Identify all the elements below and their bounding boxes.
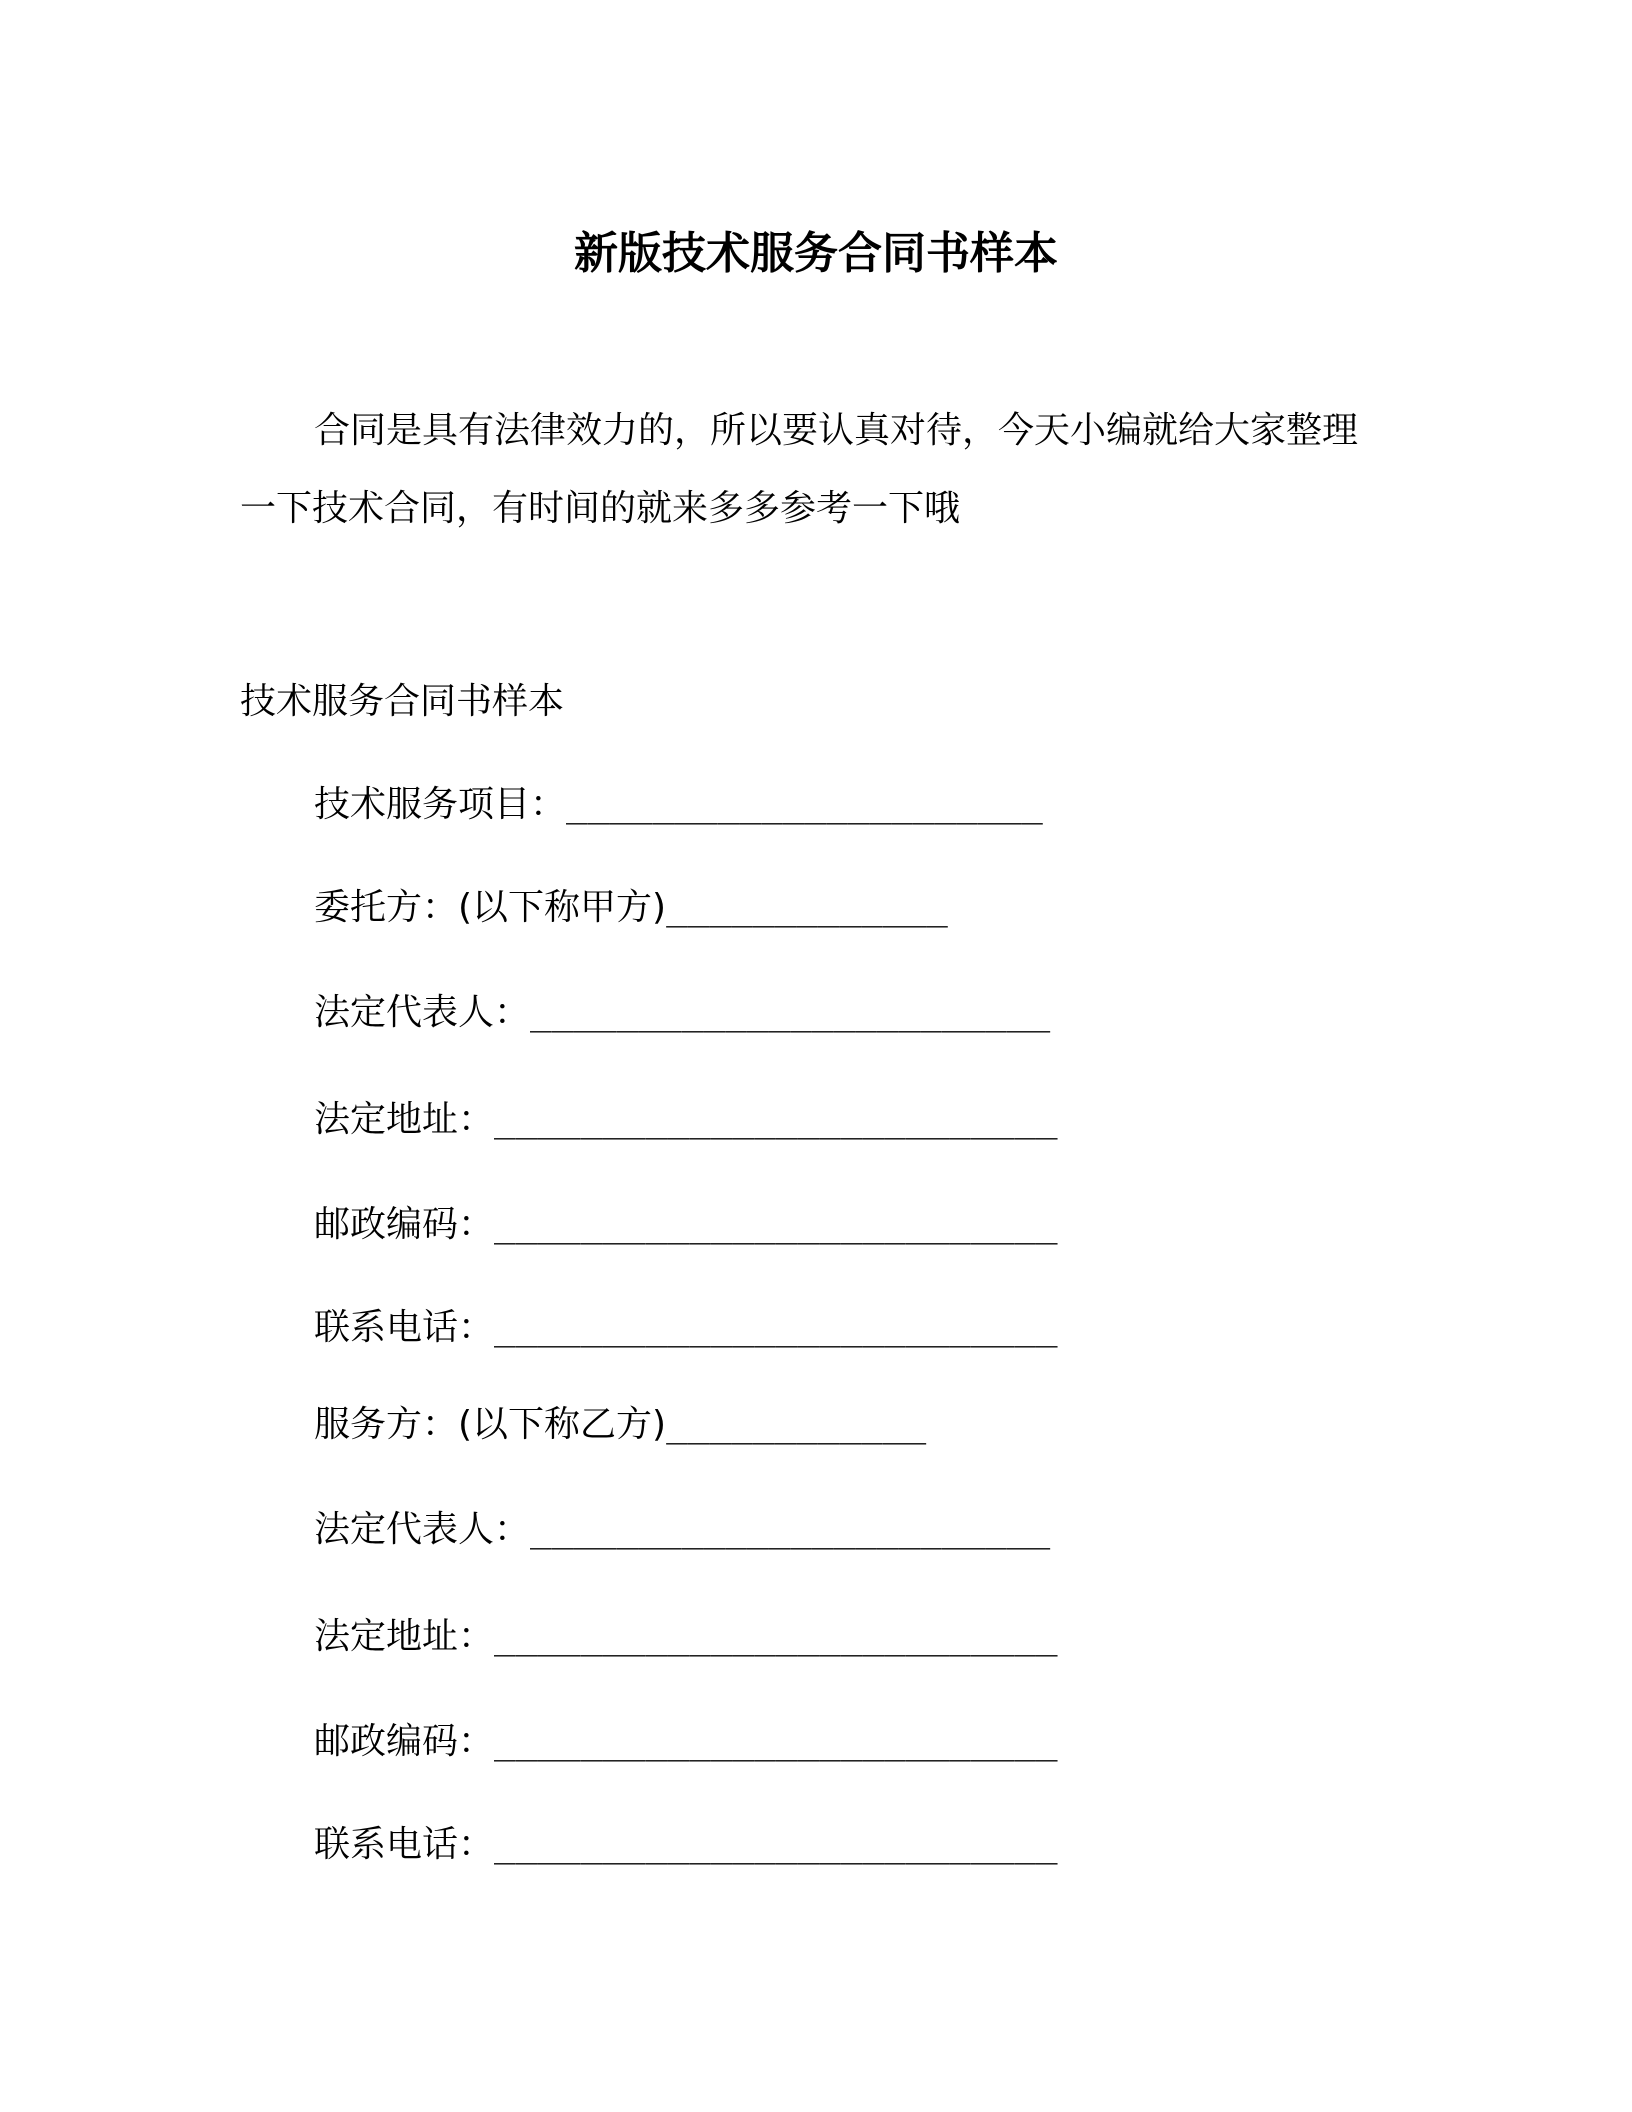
field-blank-line: ________________________ bbox=[530, 1509, 1051, 1550]
field-label: 法定代表人： bbox=[314, 1509, 531, 1550]
field-client-party bbox=[314, 878, 948, 938]
field-blank-line: __________________________ bbox=[494, 1204, 1058, 1245]
field-postal-code-a bbox=[314, 1195, 1058, 1255]
field-blank-line: __________________________ bbox=[494, 1824, 1058, 1865]
field-label: 联系电话： bbox=[314, 1824, 495, 1865]
field-blank-line: __________________________ bbox=[494, 1307, 1058, 1348]
field-blank-line: ______________________ bbox=[566, 784, 1043, 825]
field-blank-line: _____________ bbox=[666, 887, 948, 928]
field-label: 服务方：(以下称乙方) bbox=[314, 1404, 667, 1445]
field-blank-line: ________________________ bbox=[530, 992, 1051, 1033]
field-service-project bbox=[314, 775, 1043, 835]
field-label: 邮政编码： bbox=[314, 1721, 495, 1762]
field-label: 联系电话： bbox=[314, 1307, 495, 1348]
intro-paragraph: 合同是具有法律效力的，所以要认真对待，今天小编就给大家整理一下技术合同，有时间的就来多多参考一下哦 bbox=[240, 410, 1359, 529]
field-label: 技术服务项目： bbox=[314, 784, 567, 825]
field-legal-address-b bbox=[314, 1607, 1058, 1667]
field-phone-a bbox=[314, 1298, 1058, 1358]
field-blank-line: __________________________ bbox=[494, 1099, 1058, 1140]
field-legal-rep-b bbox=[314, 1500, 1050, 1560]
field-legal-address-a bbox=[314, 1090, 1058, 1150]
document-title: 新版技术服务合同书样本 bbox=[574, 228, 1058, 279]
field-blank-line: __________________________ bbox=[494, 1721, 1058, 1762]
field-label: 委托方：(以下称甲方) bbox=[314, 887, 667, 928]
field-label: 法定地址： bbox=[314, 1616, 495, 1657]
field-label: 法定地址： bbox=[314, 1099, 495, 1140]
field-service-party bbox=[314, 1395, 926, 1455]
field-postal-code-b bbox=[314, 1712, 1058, 1772]
field-blank-line: __________________________ bbox=[494, 1616, 1058, 1657]
section-heading: 技术服务合同书样本 bbox=[240, 681, 565, 722]
field-label: 邮政编码： bbox=[314, 1204, 495, 1245]
field-legal-rep-a bbox=[314, 983, 1050, 1043]
field-blank-line: ____________ bbox=[666, 1404, 927, 1445]
field-label: 法定代表人： bbox=[314, 992, 531, 1033]
field-phone-b bbox=[314, 1815, 1058, 1875]
